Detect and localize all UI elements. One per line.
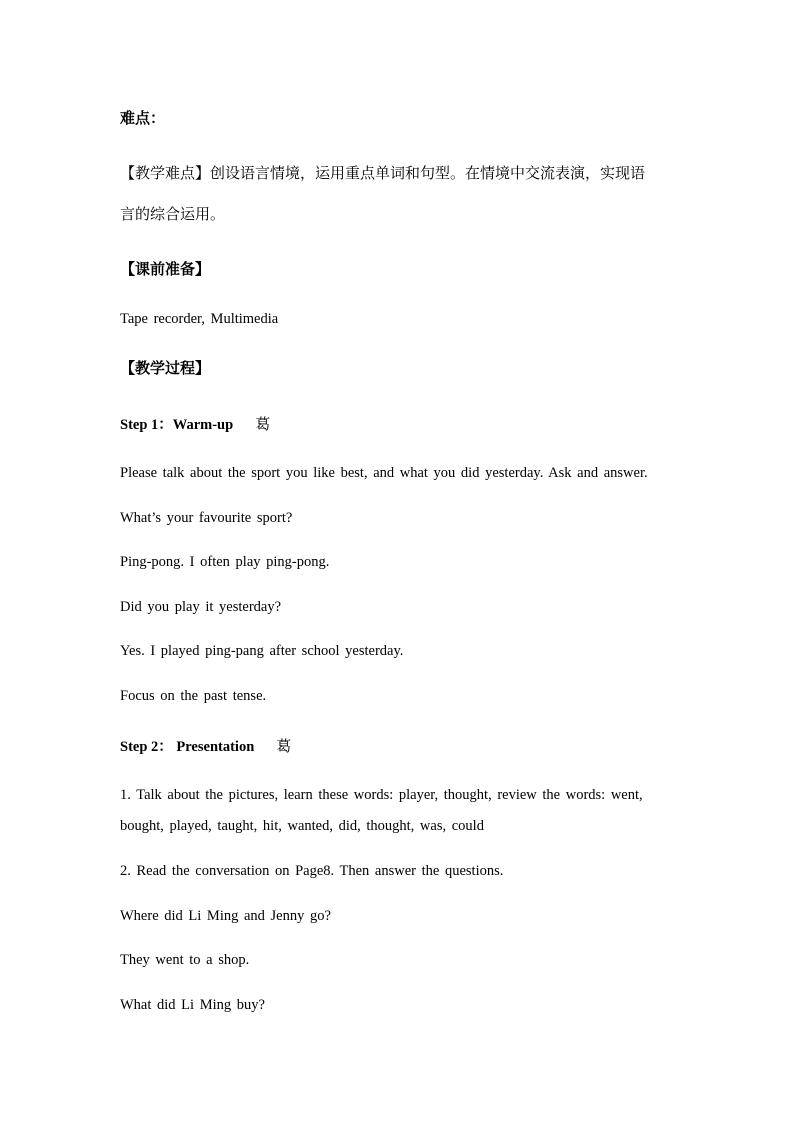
step-2-item-1-line-2: bought, played, taught, hit, wanted, did, thought, was, could xyxy=(120,818,484,834)
step-1-heading xyxy=(120,414,270,435)
step-2-item-1-line-1: 1. Talk about the pictures, learn these words: player, thought, review the words: went, xyxy=(120,787,643,803)
step-2-qa-line: What did Li Ming buy? xyxy=(120,997,265,1013)
difficulty-text-line-2: 言的综合运用。 xyxy=(120,205,226,223)
step-1-label: Step 1：Warm-up xyxy=(120,417,234,433)
prep-items: Tape recorder, Multimedia xyxy=(120,311,279,327)
step-1-line: Please talk about the sport you like best, and what you did yesterday. Ask and answer. xyxy=(120,465,648,481)
difficulty-heading: 难点： xyxy=(120,109,166,127)
step-1-line: Did you play it yesterday? xyxy=(120,599,282,615)
process-heading: 【教学过程】 xyxy=(120,359,211,377)
step-1-line: What’s your favourite sport? xyxy=(120,510,293,526)
step-1-glyph: 葛 xyxy=(255,415,271,433)
step-1-line: Focus on the past tense. xyxy=(120,688,267,704)
difficulty-text-line-1: 【教学难点】创设语言情境，运用重点单词和句型。在情境中交流表演，实现语 xyxy=(120,164,646,182)
step-2-item-2: 2. Read the conversation on Page8. Then answer the questions. xyxy=(120,863,504,879)
step-1-line: Yes. I played ping-pang after school yesterday. xyxy=(120,643,404,659)
step-2-heading xyxy=(120,736,291,757)
step-2-label: Step 2： Presentation xyxy=(120,739,255,755)
step-2-glyph: 葛 xyxy=(276,737,292,755)
step-1-line: Ping-pong. I often play ping-pong. xyxy=(120,554,330,570)
step-2-qa-line: They went to a shop. xyxy=(120,952,250,968)
step-2-qa-line: Where did Li Ming and Jenny go? xyxy=(120,908,331,924)
prep-heading: 【课前准备】 xyxy=(120,260,211,278)
